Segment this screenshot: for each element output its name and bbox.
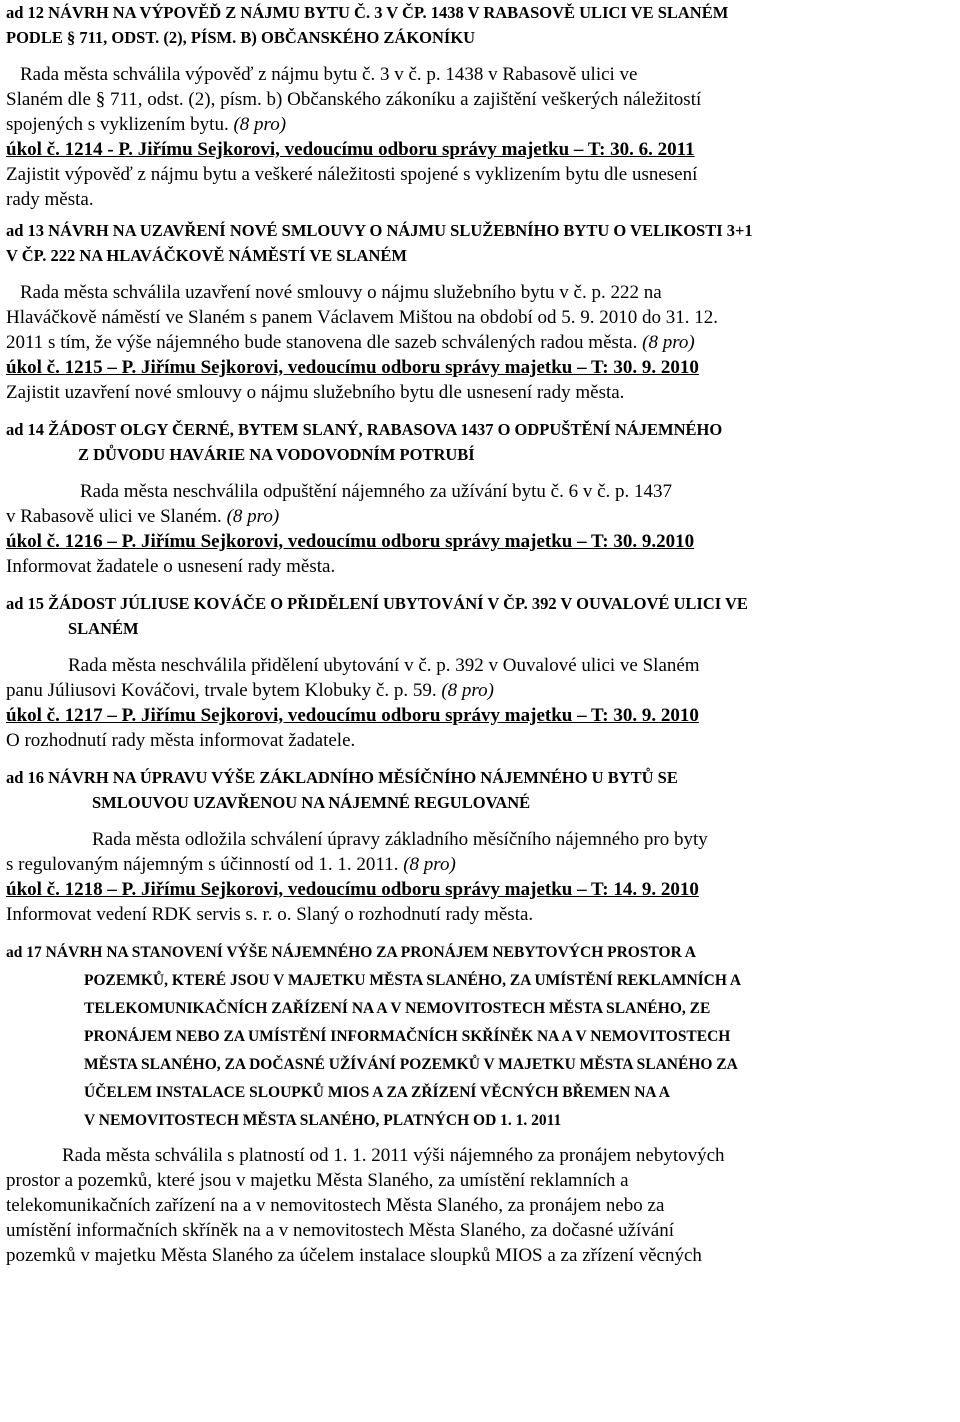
- vote-count: (8 pro): [403, 854, 456, 875]
- resolution-text: panu Júliusovi Kováčovi, trvale bytem Klobuky č. p. 59. (8 pro): [6, 680, 494, 701]
- resolution-text: umístění informačních skříněk na a v nemovitostech Města Slaného, za dočasné užívání: [6, 1220, 674, 1241]
- section-heading-cont: PRONÁJEM NEBO ZA UMÍSTĚNÍ INFORMAČNÍCH SKŘÍNĚK NA A V NEMOVITOSTECH: [84, 1028, 731, 1045]
- section-ad14: [6, 417, 954, 579]
- task-text: Informovat žadatele o usnesení rady města.: [6, 556, 336, 577]
- section-heading-cont: POZEMKŮ, KTERÉ JSOU V MAJETKU MĚSTA SLANÉHO, ZA UMÍSTĚNÍ REKLAMNÍCH A: [84, 972, 742, 989]
- resolution-text: pozemků v majetku Města Slaného za účelem instalace sloupků MIOS a za zřízení věcných: [6, 1245, 702, 1266]
- task-line: úkol č. 1218 – P. Jiřímu Sejkorovi, vedoucímu odboru správy majetku – T: 14. 9. 2010: [6, 879, 699, 900]
- resolution-text: Rada města schválila uzavření nové smlouvy o nájmu služebního bytu v č. p. 222 na: [20, 282, 662, 303]
- section-heading-cont: SMLOUVOU UZAVŘENOU NA NÁJEMNÉ REGULOVANÉ: [92, 793, 531, 812]
- section-heading-cont: TELEKOMUNIKAČNÍCH ZAŘÍZENÍ NA A V NEMOVITOSTECH MĚSTA SLANÉHO, ZE: [84, 1000, 711, 1017]
- section-heading-cont: PODLE § 711, ODST. (2), PÍSM. B) OBČANSKÉHO ZÁKONÍKU: [6, 28, 476, 47]
- vote-count: (8 pro): [226, 506, 280, 527]
- section-ad12: [6, 0, 954, 212]
- task-line: úkol č. 1216 – P. Jiřímu Sejkorovi, vedoucímu odboru správy majetku – T: 30. 9.2010: [6, 531, 695, 552]
- resolution-text: v Rabasově ulici ve Slaném. (8 pro): [6, 506, 280, 527]
- task-line: úkol č. 1215 – P. Jiřímu Sejkorovi, vedoucímu odboru správy majetku – T: 30. 9. 2010: [6, 357, 699, 378]
- section-heading-cont: ÚČELEM INSTALACE SLOUPKŮ MIOS A ZA ZŘÍZENÍ VĚCNÝCH BŘEMEN NA A: [84, 1084, 670, 1101]
- section-ad16: [6, 765, 954, 927]
- vote-count: (8 pro): [233, 114, 287, 135]
- section-heading-cont: SLANÉM: [68, 619, 139, 638]
- resolution-text: 2011 s tím, že výše nájemného bude stanovena dle sazeb schválených radou města. (8 pro): [6, 332, 695, 353]
- section-heading: ad 17 NÁVRH NA STANOVENÍ VÝŠE NÁJEMNÉHO ZA PRONÁJEM NEBYTOVÝCH PROSTOR A: [6, 944, 696, 961]
- resolution-text: prostor a pozemků, které jsou v majetku Města Slaného, za umístění reklamních a: [6, 1170, 629, 1191]
- resolution-text: Rada města schválila výpověď z nájmu bytu č. 3 v č. p. 1438 v Rabasově ulici ve: [20, 64, 638, 85]
- section-heading: ad 14 ŽÁDOST OLGY ČERNÉ, BYTEM SLANÝ, RABASOVA 1437 O ODPUŠTĚNÍ NÁJEMNÉHO: [6, 420, 723, 439]
- section-heading-cont: V ČP. 222 NA HLAVÁČKOVĚ NÁMĚSTÍ VE SLANÉM: [6, 246, 407, 265]
- resolution-text: spojených s vyklizením bytu. (8 pro): [6, 114, 287, 135]
- vote-count: (8 pro): [642, 332, 695, 353]
- section-heading-cont: V NEMOVITOSTECH MĚSTA SLANÉHO, PLATNÝCH OD 1. 1. 2011: [84, 1112, 562, 1129]
- section-heading: ad 13 NÁVRH NA UZAVŘENÍ NOVÉ SMLOUVY O NÁJMU SLUŽEBNÍHO BYTU O VELIKOSTI 3+1: [6, 221, 753, 240]
- section-ad15: [6, 591, 954, 753]
- task-line: úkol č. 1214 - P. Jiřímu Sejkorovi, vedoucímu odboru správy majetku – T: 30. 6. 2011: [6, 139, 695, 160]
- task-text: Zajistit výpověď z nájmu bytu a veškeré náležitosti spojené s vyklizením bytu dle usnesení: [6, 164, 698, 185]
- task-text: Informovat vedení RDK servis s. r. o. Slaný o rozhodnutí rady města.: [6, 904, 534, 925]
- task-text: O rozhodnutí rady města informovat žadatele.: [6, 730, 356, 751]
- section-ad13: [6, 218, 954, 405]
- resolution-text: Hlaváčkově náměstí ve Slaném s panem Václavem Mištou na období od 5. 9. 2010 do 31. 12.: [6, 307, 719, 328]
- section-heading-cont: MĚSTA SLANÉHO, ZA DOČASNÉ UŽÍVÁNÍ POZEMKŮ V MAJETKU MĚSTA SLANÉHO ZA: [84, 1056, 738, 1073]
- resolution-text: Rada města neschválila odpuštění nájemného za užívání bytu č. 6 v č. p. 1437: [80, 481, 672, 502]
- task-text: Zajistit uzavření nové smlouvy o nájmu služebního bytu dle usnesení rady města.: [6, 382, 625, 403]
- section-heading: ad 16 NÁVRH NA ÚPRAVU VÝŠE ZÁKLADNÍHO MĚSÍČNÍHO NÁJEMNÉHO U BYTŮ SE: [6, 768, 678, 787]
- section-heading: ad 15 ŽÁDOST JÚLIUSE KOVÁČE O PŘIDĚLENÍ UBYTOVÁNÍ V ČP. 392 V OUVALOVÉ ULICI VE: [6, 594, 748, 613]
- section-heading-cont: Z DŮVODU HAVÁRIE NA VODOVODNÍM POTRUBÍ: [78, 445, 475, 464]
- task-text: rady města.: [6, 189, 94, 210]
- section-ad17: [6, 939, 954, 1268]
- resolution-text: Rada města odložila schválení úpravy základního měsíčního nájemného pro byty: [92, 829, 708, 850]
- vote-count: (8 pro): [441, 680, 494, 701]
- resolution-text: s regulovaným nájemným s účinností od 1. 1. 2011. (8 pro): [6, 854, 456, 875]
- resolution-text: Rada města schválila s platností od 1. 1. 2011 výši nájemného za pronájem nebytových: [62, 1145, 725, 1166]
- resolution-text: telekomunikačních zařízení na a v nemovitostech Města Slaného, za pronájem nebo za: [6, 1195, 665, 1216]
- resolution-text: Rada města neschválila přidělení ubytování v č. p. 392 v Ouvalové ulici ve Slaném: [68, 655, 700, 676]
- resolution-text: Slaném dle § 711, odst. (2), písm. b) Občanského zákoníku a zajištění veškerých náležitostí: [6, 89, 702, 110]
- task-line: úkol č. 1217 – P. Jiřímu Sejkorovi, vedoucímu odboru správy majetku – T: 30. 9. 2010: [6, 705, 699, 726]
- section-heading: ad 12 NÁVRH NA VÝPOVĚĎ Z NÁJMU BYTU Č. 3 V ČP. 1438 V RABASOVĚ ULICI VE SLANÉM: [6, 3, 729, 22]
